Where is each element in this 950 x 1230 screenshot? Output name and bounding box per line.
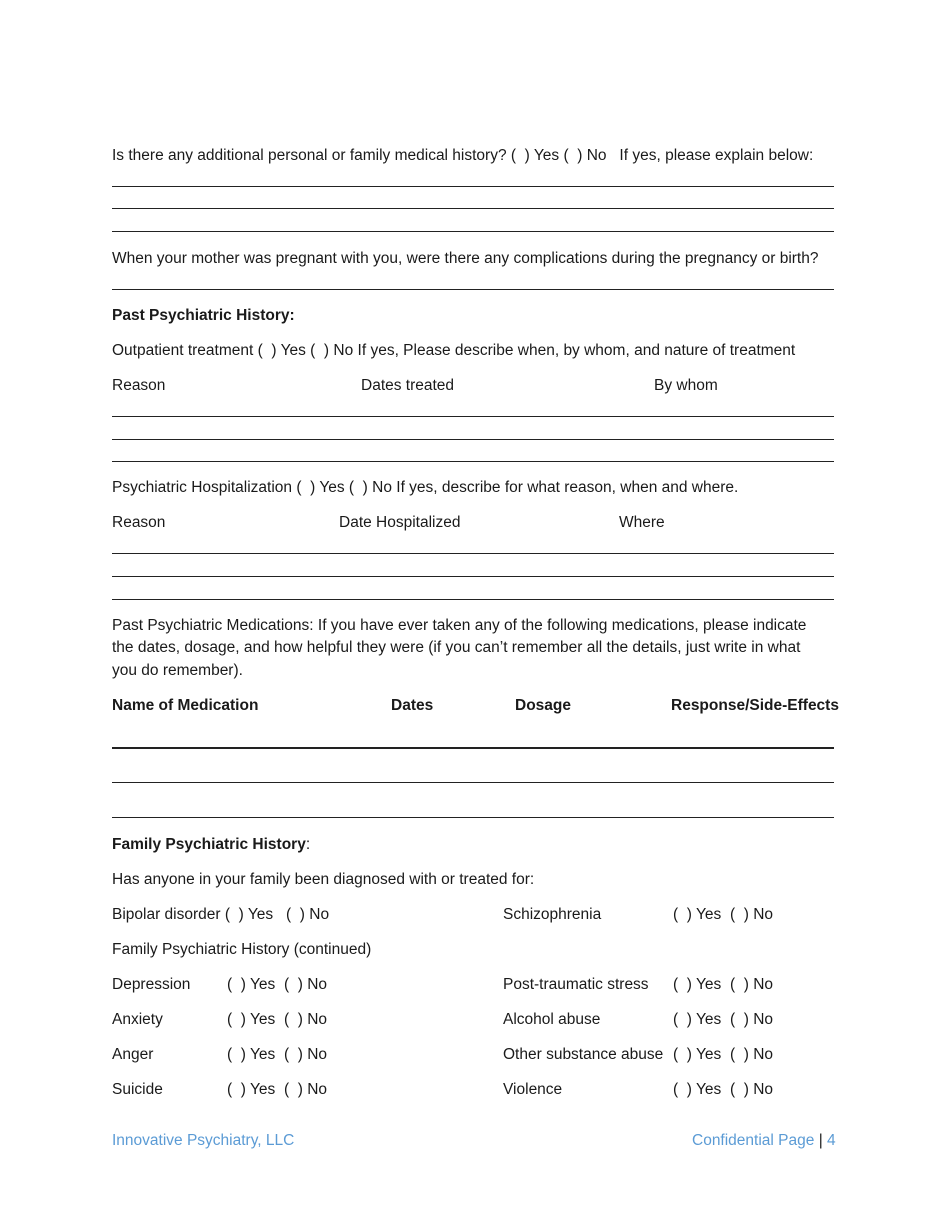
answer-line[interactable] <box>112 416 834 417</box>
hospitalization-col-date: Date Hospitalized <box>339 514 461 531</box>
outpatient-question: Outpatient treatment ( ) Yes ( ) No If yes, Please describe when, by whom, and nature of treatment <box>112 342 796 359</box>
footer-confidential: Confidential Page <box>692 1132 815 1149</box>
condition-label: Anger <box>112 1046 154 1063</box>
footer-page-number: 4 <box>827 1132 836 1149</box>
outpatient-col-reason: Reason <box>112 377 166 394</box>
yes-option[interactable]: ( ) Yes <box>673 1046 722 1063</box>
condition-label: Alcohol abuse <box>503 1011 601 1028</box>
no-option[interactable]: ( ) No <box>730 1011 774 1028</box>
no-option[interactable]: ( ) No <box>284 1081 328 1098</box>
condition-label: Violence <box>503 1081 563 1098</box>
family-continued-label: Family Psychiatric History (continued) <box>112 941 372 958</box>
no-option[interactable]: ( ) No <box>284 976 328 993</box>
yes-option[interactable]: ( ) Yes <box>227 1081 276 1098</box>
family-intro: Has anyone in your family been diagnosed with or treated for: <box>112 871 535 888</box>
answer-line[interactable] <box>112 747 834 749</box>
answer-line[interactable] <box>112 439 834 440</box>
medications-intro-line3: you do remember). <box>112 662 243 679</box>
condition-label: Schizophrenia <box>503 906 602 923</box>
answer-line[interactable] <box>112 208 834 209</box>
yes-option[interactable]: ( ) Yes <box>673 976 722 993</box>
outpatient-col-dates: Dates treated <box>361 377 455 394</box>
medications-col-name: Name of Medication <box>112 697 259 714</box>
bipolar-question: Bipolar disorder ( ) Yes ( ) No <box>112 906 330 923</box>
no-option[interactable]: ( ) No <box>284 1046 328 1063</box>
pregnancy-question: When your mother was pregnant with you, were there any complications during the pregnancy or birth? <box>112 250 819 267</box>
yes-option[interactable]: ( ) Yes <box>227 1011 276 1028</box>
footer-company: Innovative Psychiatry, LLC <box>112 1132 295 1149</box>
medications-col-response: Response/Side-Effects <box>671 697 839 714</box>
yes-option[interactable]: ( ) Yes <box>673 1081 722 1098</box>
family-heading-colon: : <box>305 836 311 853</box>
no-option[interactable]: ( ) No <box>284 1011 328 1028</box>
answer-line[interactable] <box>112 817 834 818</box>
condition-label: Anxiety <box>112 1011 163 1028</box>
answer-line[interactable] <box>112 289 834 290</box>
hospitalization-question: Psychiatric Hospitalization ( ) Yes ( ) No If yes, describe for what reason, when and where. <box>112 479 739 496</box>
medications-intro-line1: Past Psychiatric Medications: If you have ever taken any of the following medications, please indicate <box>112 617 807 634</box>
condition-label: Depression <box>112 976 191 993</box>
condition-label: Suicide <box>112 1081 163 1098</box>
yes-option[interactable]: ( ) Yes <box>227 976 276 993</box>
answer-line[interactable] <box>112 186 834 187</box>
answer-line[interactable] <box>112 461 834 462</box>
medications-intro-line2: the dates, dosage, and how helpful they were (if you can’t remember all the details, just write in what <box>112 639 801 656</box>
no-option[interactable]: ( ) No <box>730 906 774 923</box>
answer-line[interactable] <box>112 599 834 600</box>
footer-separator: | <box>818 1132 823 1149</box>
answer-line[interactable] <box>112 231 834 232</box>
family-heading <box>112 836 310 854</box>
condition-label: Other substance abuse <box>503 1046 664 1063</box>
no-option[interactable]: ( ) No <box>730 1081 774 1098</box>
hospitalization-col-reason: Reason <box>112 514 166 531</box>
outpatient-col-whom: By whom <box>654 377 718 394</box>
no-option[interactable]: ( ) No <box>730 1046 774 1063</box>
family-heading-label: Family Psychiatric History <box>112 836 306 853</box>
answer-line[interactable] <box>112 576 834 577</box>
yes-option[interactable]: ( ) Yes <box>673 906 722 923</box>
medications-col-dates: Dates <box>391 697 434 714</box>
answer-line[interactable] <box>112 782 834 783</box>
answer-line[interactable] <box>112 553 834 554</box>
hospitalization-col-where: Where <box>619 514 665 531</box>
footer-page-info <box>692 1132 836 1150</box>
condition-label: Post-traumatic stress <box>503 976 649 993</box>
yes-option[interactable]: ( ) Yes <box>227 1046 276 1063</box>
past-psychiatric-heading: Past Psychiatric History: <box>112 307 295 324</box>
additional-history-question: Is there any additional personal or family medical history? ( ) Yes ( ) No If yes, please explain below: <box>112 147 814 164</box>
medications-col-dosage: Dosage <box>515 697 571 714</box>
yes-option[interactable]: ( ) Yes <box>673 1011 722 1028</box>
no-option[interactable]: ( ) No <box>730 976 774 993</box>
